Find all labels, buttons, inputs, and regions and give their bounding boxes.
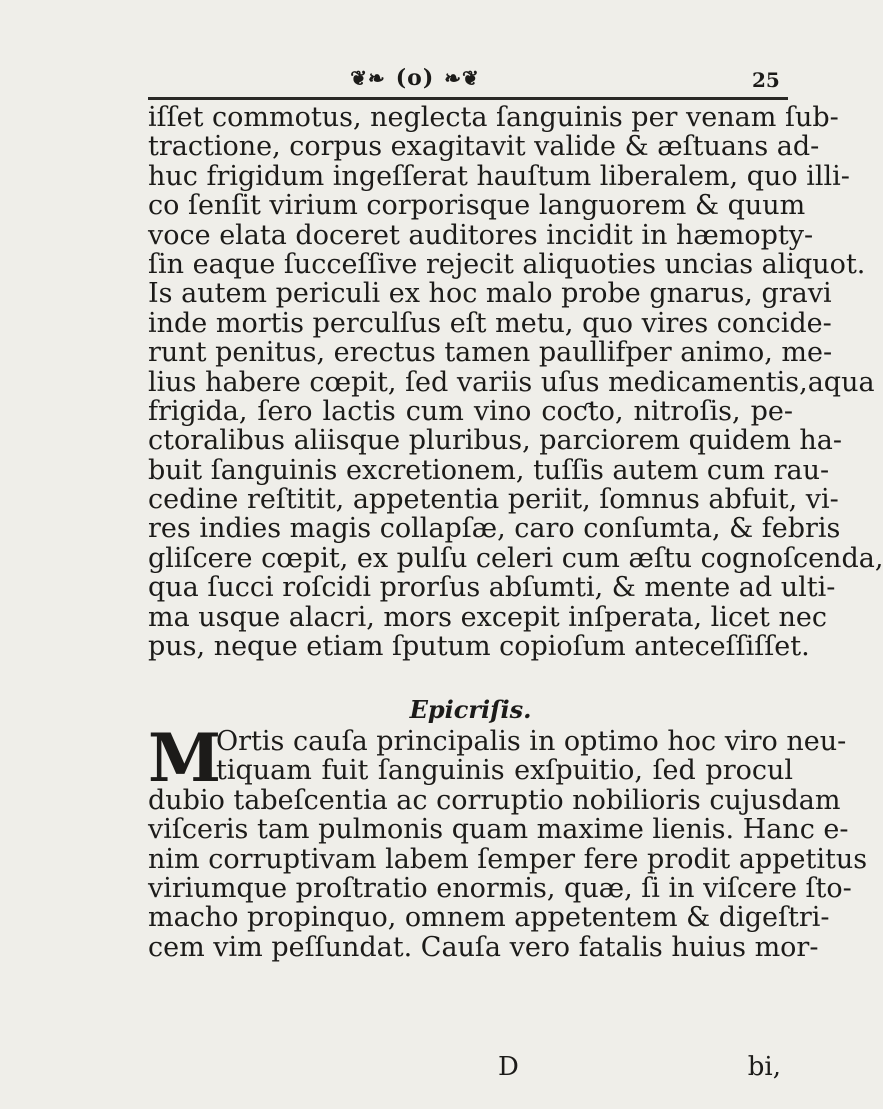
text-line: tiquam fuit ſanguinis exſpuitio, ſed procul [216, 755, 793, 787]
drop-capital: M [148, 719, 222, 797]
text-line: cem vim peſſundat. Cauſa vero fatalis huius mor- [148, 931, 819, 963]
text-line: ſin eaque ſucceſſive rejecit aliquoties uncias aliquot. [148, 248, 866, 280]
printers-ornament-right: ❧❦ [444, 66, 480, 90]
printers-ornament-left: ❦❧ [350, 66, 386, 90]
text-line [148, 992, 793, 1021]
text-line: viſceris tam pulmonis quam maxime lienis. Hanc e- [148, 814, 849, 846]
section-heading: Epicriſis. [409, 695, 532, 724]
page-footer [148, 1052, 793, 1082]
text-line: buit ſanguinis excretionem, tuſſis autem cum rau- [148, 454, 830, 486]
text-line: gliſcere cœpit, ex pulſu celeri cum æſtu cognoſcenda, [148, 542, 883, 574]
signature-mark: D [498, 1052, 519, 1082]
text-line: Is autem periculi ex hoc malo probe gnarus, gravi [148, 278, 832, 310]
text-line: co ſenſit virium corporisque languorem & quum [148, 190, 806, 222]
text-line: iſſet commotus, neglecta ſanguinis per venam ſub- [148, 102, 839, 133]
text-line: res indies magis collapſæ, caro conſumta, & febris [148, 513, 841, 545]
body-paragraph [148, 102, 883, 663]
text-line: huc frigidum ingeſſerat hauſtum liberalem, quo illi- [148, 160, 850, 192]
text-line: Ortis cauſa principalis in optimo hoc viro neu- [216, 726, 847, 757]
text-line: runt penitus, erectus tamen paullifper animo, me- [148, 337, 833, 369]
section-paragraph [148, 719, 868, 1050]
text-line: lius habere cœpit, ſed variis uſus medicamentis,aqua [148, 366, 875, 398]
text-line: cedine reſtitit, appetentia periit, ſomnus abfuit, vi- [148, 484, 839, 516]
text-line: viriumque proſtratio enormis, quæ, ſi in viſcere ſto- [148, 872, 852, 904]
header-rule [148, 97, 788, 100]
catchword: bi, [747, 1052, 781, 1082]
text-line [148, 1021, 793, 1050]
text-line: nim corruptivam labem ſemper fere prodit appetitus [148, 843, 868, 875]
running-head-mark: (o) [395, 65, 435, 91]
text-line: macho propinquo, omnem appetentem & digeſtri- [148, 902, 830, 934]
text-line: frigida, ſero lactis cum vino coƈto, nitroſis, pe- [148, 395, 793, 427]
text-line: qua ſucci roſcidi prorſus abſumti, & mente ad ulti- [148, 572, 836, 604]
text-line: ma usque alacri, mors excepit inſperata, licet nec [148, 601, 827, 633]
text-line [148, 962, 793, 991]
text-line: inde mortis perculſus eſt metu, quo vires concide- [148, 307, 832, 339]
text-line: dubio tabeſcentia ac corruptio nobilioris cujusdam [148, 784, 841, 816]
text-line: voce elata doceret auditores incidit in hæmopty- [148, 219, 814, 251]
text-line: tractione, corpus exagitavit valide & æſtuans ad- [148, 131, 820, 163]
running-head [195, 60, 635, 96]
text-line: pus, neque etiam ſputum copioſum anteceſſiſſet. [148, 631, 810, 663]
text-line: ctoralibus aliisque pluribus, parciorem quidem ha- [148, 425, 842, 457]
page-number: 25 [752, 68, 780, 92]
